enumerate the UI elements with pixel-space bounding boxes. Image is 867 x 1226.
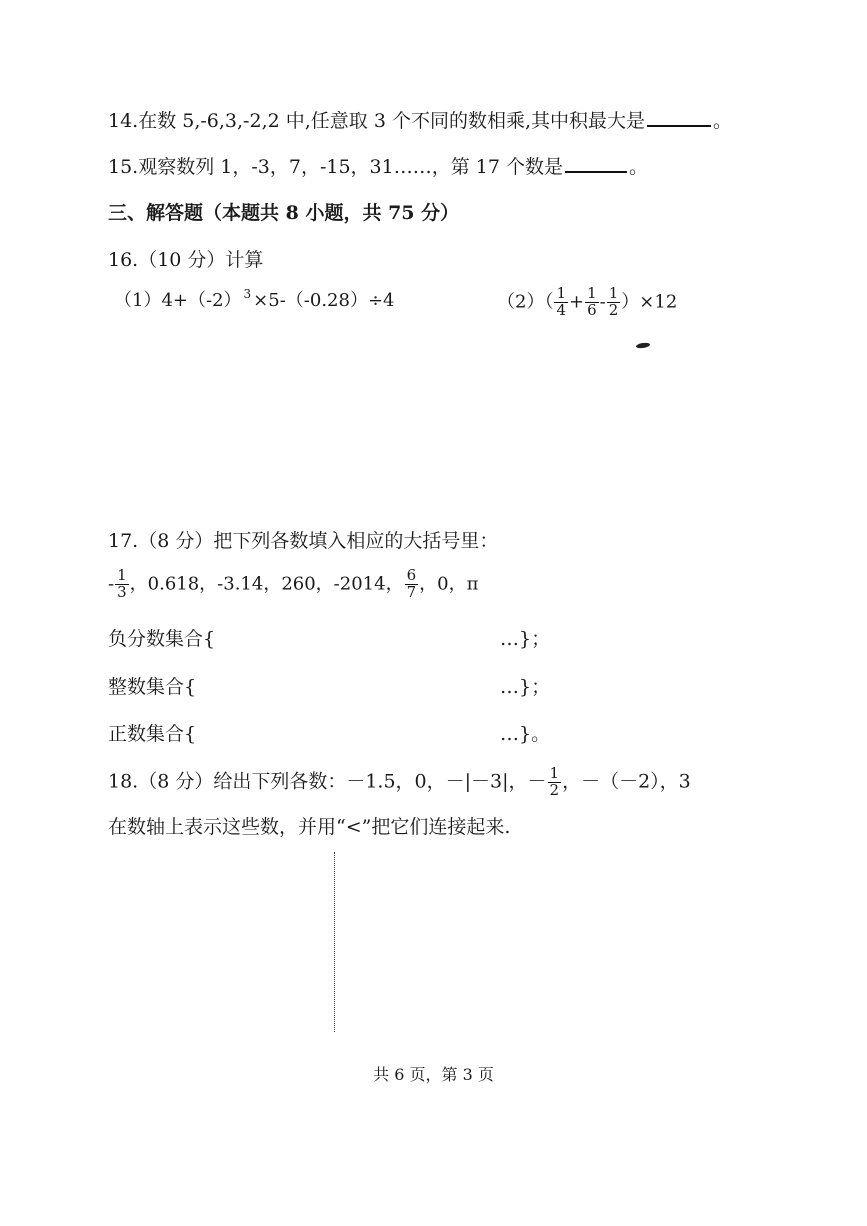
operator-minus: - xyxy=(599,291,606,313)
fraction-1-6 xyxy=(585,286,599,319)
question-15 xyxy=(108,158,648,177)
question-17-numbers xyxy=(108,568,478,601)
fraction-denominator: 4 xyxy=(556,300,566,319)
fraction-1-2 xyxy=(607,286,621,319)
fraction-denominator: 3 xyxy=(117,582,127,601)
question-14-suffix: 。 xyxy=(712,110,732,132)
question-17-title: 17.（8 分）把下列各数填入相应的大括号里： xyxy=(108,530,499,552)
fraction-denominator: 7 xyxy=(406,582,417,601)
integer-set-end: …}； xyxy=(500,676,551,698)
question-14-text: 14.在数 5,-6,3,-2,2 中,任意取 3 个不同的数相乘,其中积最大是 xyxy=(108,110,645,132)
question-18-line-2: 在数轴上表示这些数，并用“<”把它们连接起来. xyxy=(108,816,511,838)
page-footer: 共 6 页，第 3 页 xyxy=(373,1065,494,1084)
numbers-middle: ，0.618，-3.14，260，-2014， xyxy=(129,573,404,595)
question-16-part-2 xyxy=(497,286,677,319)
part-2-rest: ）×12 xyxy=(621,291,678,313)
fraction-1-2 xyxy=(548,766,562,799)
fraction-numerator: 1 xyxy=(556,284,566,302)
positive-set-label: 正数集合{ xyxy=(108,723,197,745)
question-16-title: 16.（10 分）计算 xyxy=(108,249,264,271)
positive-set-end: …}。 xyxy=(500,723,551,745)
question-16-part-1 xyxy=(114,287,395,311)
question-15-suffix: 。 xyxy=(628,156,648,178)
question-18-line-1 xyxy=(108,766,691,799)
fraction-numerator: 1 xyxy=(117,566,127,584)
fraction-1-3 xyxy=(115,568,129,601)
section-heading: 三、解答题（本题共 8 小题，共 75 分） xyxy=(108,202,460,224)
negative-fraction-set-label: 负分数集合{ xyxy=(108,628,216,650)
answer-blank-14[interactable] xyxy=(647,124,711,127)
ink-speck xyxy=(636,342,651,349)
fraction-denominator: 2 xyxy=(608,300,619,319)
part-1-label: （1）4+（-2） xyxy=(114,290,242,311)
fraction-numerator: 6 xyxy=(406,566,417,584)
fraction-numerator: 1 xyxy=(608,284,619,302)
part-1-rest: ×5-（-0.28）÷4 xyxy=(253,290,395,311)
negative-fraction-set-end: …}； xyxy=(500,628,551,650)
exponent: 3 xyxy=(243,287,252,301)
fraction-numerator: 1 xyxy=(587,284,597,302)
operator-plus: + xyxy=(569,291,585,313)
part-2-label: （2）（ xyxy=(497,291,554,313)
fraction-1-4 xyxy=(554,286,568,319)
question-18-text-a: 18.（8 分）给出下列各数：－1.5，0，－|－3|，－ xyxy=(108,770,547,793)
numbers-end: ，0，π xyxy=(419,573,479,595)
question-18-text-b: ，－（－2），3 xyxy=(562,770,691,793)
answer-blank-15[interactable] xyxy=(565,170,627,173)
fraction-denominator: 2 xyxy=(549,780,560,799)
fraction-denominator: 6 xyxy=(587,300,597,319)
question-14 xyxy=(108,112,732,131)
question-15-text: 15.观察数列 1，-3，7，-15，31……，第 17 个数是 xyxy=(108,156,563,178)
fraction-numerator: 1 xyxy=(549,764,560,782)
integer-set-label: 整数集合{ xyxy=(108,676,197,698)
fraction-6-7 xyxy=(405,568,419,601)
fold-crease-line xyxy=(334,852,335,1032)
negative-sign: - xyxy=(108,573,115,595)
